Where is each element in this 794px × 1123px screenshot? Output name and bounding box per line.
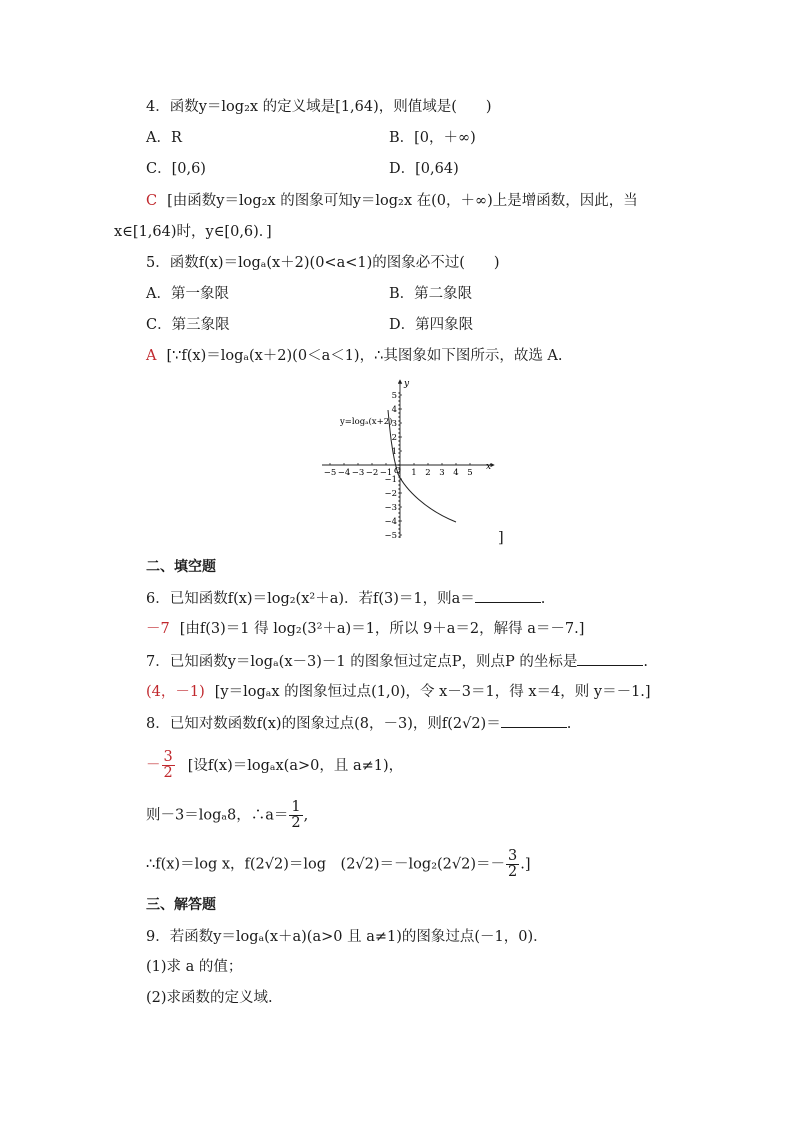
q8-explanation-line1 — [146, 750, 403, 781]
q8-result-fraction — [506, 849, 519, 880]
q9-part2: (2)求函数的定义域. — [146, 990, 273, 1006]
q5-option-a: A．第一象限 — [146, 286, 229, 302]
x-tick-label: 4 — [453, 468, 459, 478]
q8-a-fraction — [289, 800, 302, 831]
q5-option-c: C．第三象限 — [146, 317, 230, 333]
x-tick-label: 3 — [439, 468, 445, 478]
q4-answer: C — [146, 193, 158, 209]
q5-option-d: D．第四象限 — [389, 317, 474, 333]
q5-explanation-text: [∵f(x)＝logₐ(x＋2)(0＜a＜1)，∴其图象如下图所示，故选 A. — [166, 348, 563, 364]
origin-label: O — [394, 466, 401, 476]
q5-stem: 5．函数f(x)＝logₐ(x＋2)(0<a<1)的图象必不过( ) — [146, 255, 500, 271]
q6-explanation — [146, 619, 584, 639]
q7-answer-blank[interactable] — [577, 651, 643, 666]
q7-explanation — [146, 682, 651, 702]
y-tick-label: 5 — [391, 391, 397, 401]
q7-stem-end: . — [643, 654, 648, 670]
q8-stem — [146, 713, 571, 734]
y-tick-label: −3 — [384, 503, 397, 513]
q8-explanation-line3 — [146, 849, 531, 880]
x-tick-label: 2 — [425, 468, 431, 478]
q4-option-c: C．[0,6) — [146, 161, 206, 177]
q8-result-denominator: 2 — [508, 864, 518, 880]
q8-answer-denominator: 2 — [163, 765, 173, 781]
q6-stem-text: 6．已知函数f(x)＝log₂(x²＋a)．若f(3)＝1，则a＝ — [146, 591, 475, 607]
x-axis-label: x — [486, 462, 492, 472]
log-function-graph — [318, 372, 508, 542]
q8-stem-text: 8．已知对数函数f(x)的图象过点(8，－3)，则f(2√2)＝ — [146, 716, 501, 732]
x-tick-label: 5 — [467, 468, 473, 478]
q6-answer: －7 — [146, 621, 170, 637]
y-tick-label: −5 — [384, 531, 397, 541]
section3-title: 三、解答题 — [146, 897, 216, 913]
y-axis-label: y — [404, 379, 410, 389]
q5-explanation — [146, 346, 563, 366]
q5-option-b: B．第二象限 — [389, 286, 473, 302]
q4-explanation-line1: [由函数y＝log₂x 的图象可知y＝log₂x 在(0，＋∞)上是增函数，因此，当 — [167, 193, 638, 209]
q8-result-numerator: 3 — [508, 848, 518, 864]
y-tick-label: −2 — [384, 489, 397, 499]
y-tick-label: 3 — [391, 419, 397, 429]
q8-explanation-text3: ∴f(x)＝log x，f(2√2)＝log (2√2)＝－log₂(2√2)＝－ — [146, 856, 506, 873]
x-tick-label: −1 — [379, 468, 393, 478]
y-tick-label: 1 — [391, 447, 397, 457]
y-tick-label: 2 — [391, 433, 397, 443]
q8-answer-blank[interactable] — [501, 713, 567, 728]
q4-option-d: D．[0,64) — [389, 161, 459, 177]
q8-explanation-text3-end: .] — [520, 856, 531, 873]
curve-label: y=logₐ(x+2) — [340, 417, 393, 427]
q6-answer-blank[interactable] — [475, 588, 541, 603]
y-tick-label: −4 — [384, 517, 397, 527]
q4-explanation — [146, 191, 638, 211]
q4-option-a: A．R — [146, 130, 182, 146]
q8-stem-end: . — [566, 716, 572, 732]
q8-explanation-text1: [设f(x)＝logₐx(a>0，且 a≠1)， — [187, 757, 404, 774]
x-tick-label: −3 — [351, 468, 365, 478]
q7-stem — [146, 651, 648, 672]
q8-a-numerator: 1 — [291, 799, 301, 815]
q7-explanation-text: [y＝logₐx 的图象恒过点(1,0)，令 x－3＝1，得 x＝4，则 y＝－1.] — [214, 684, 651, 700]
x-tick-label: −4 — [337, 468, 351, 478]
q5-close-bracket: ] — [498, 530, 504, 546]
q7-answer: (4，－1) — [146, 684, 205, 700]
q8-explanation-text2-end: , — [303, 807, 309, 824]
q8-a-denominator: 2 — [291, 815, 301, 831]
q4-option-b: B．[0，＋∞) — [389, 130, 476, 146]
q8-explanation-line2 — [146, 800, 308, 831]
x-tick-label: 1 — [411, 468, 417, 478]
q8-explanation-text2: 则－3＝logₐ8，∴a＝ — [146, 807, 289, 824]
x-tick-label: −5 — [323, 468, 337, 478]
q8-answer-sign: － — [146, 757, 161, 774]
y-tick-label: −1 — [384, 475, 397, 485]
x-tick-label: −2 — [365, 468, 379, 478]
q6-stem — [146, 588, 545, 609]
q4-explanation-line2: x∈[1,64)时，y∈[0,6)．] — [114, 224, 272, 240]
y-tick-label: 4 — [391, 405, 397, 415]
section2-title: 二、填空题 — [146, 559, 216, 575]
q6-stem-end: . — [540, 591, 546, 607]
q8-answer-fraction — [162, 750, 175, 781]
q9-part1: (1)求 a 的值； — [146, 959, 243, 975]
q9-stem: 9．若函数y＝logₐ(x＋a)(a>0 且 a≠1)的图象过点(－1，0)． — [146, 929, 548, 945]
q5-answer: A — [146, 348, 157, 364]
q6-explanation-text: [由f(3)＝1 得 log₂(3²＋a)＝1，所以 9＋a＝2，解得 a＝－7.] — [179, 621, 585, 637]
q8-answer-numerator: 3 — [163, 749, 173, 765]
q7-stem-text: 7．已知函数y＝logₐ(x－3)－1 的图象恒过定点P，则点P 的坐标是 — [146, 654, 578, 670]
q4-stem: 4．函数y＝log₂x 的定义域是[1,64)，则值域是( ) — [146, 99, 492, 115]
